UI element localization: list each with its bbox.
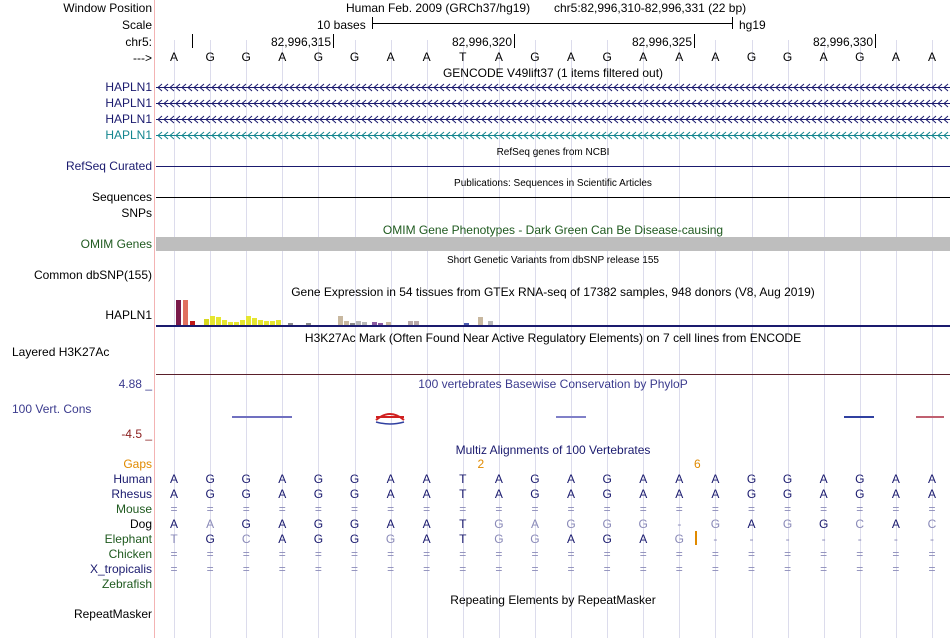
reference-base: A: [422, 50, 431, 64]
label-separator: [154, 0, 155, 638]
reference-base: G: [205, 50, 215, 64]
species-label-dog[interactable]: Dog: [129, 517, 152, 531]
gene-transcript-arrows[interactable]: [156, 132, 950, 139]
alignment-base-human: G: [349, 472, 360, 486]
alignment-base-elephant: G: [602, 532, 612, 546]
alignment-base-chicken: =: [856, 547, 864, 561]
phylop-max-value: 4.88 _: [118, 377, 152, 391]
reference-base: G: [241, 50, 251, 64]
alignment-base-chicken: =: [423, 547, 431, 561]
alignment-base-mouse: =: [350, 502, 359, 516]
alignment-base-rhesus: A: [639, 487, 648, 501]
coordinate-label: 82,996,315: [270, 35, 331, 49]
alignment-base-dog: G: [241, 517, 251, 531]
alignment-base-elephant: -: [785, 532, 790, 546]
alignment-base-human: A: [639, 472, 648, 486]
alignment-base-rhesus: A: [711, 487, 720, 501]
reference-base: A: [639, 50, 648, 64]
alignment-base-dog: G: [602, 517, 612, 531]
alignment-base-human: A: [819, 472, 828, 486]
gtex-tissue-bar[interactable]: [478, 317, 483, 325]
alignment-base-mouse: =: [675, 502, 683, 516]
reference-base: A: [819, 50, 828, 64]
alignment-base-human: A: [675, 472, 684, 486]
alignment-base-dog: G: [349, 517, 360, 531]
alignment-base-elephant: -: [857, 532, 862, 546]
alignment-base-rhesus: A: [422, 487, 431, 501]
alignment-base-mouse: =: [856, 502, 864, 516]
alignment-base-chicken: =: [892, 547, 900, 561]
track-label-hapln1-4[interactable]: HAPLN1: [105, 128, 152, 142]
coordinate-tick: [333, 34, 334, 48]
alignment-base-xtrop: =: [856, 562, 864, 576]
scale-bar-right-tick: [732, 17, 733, 29]
track-label-dbsnp[interactable]: Common dbSNP(155): [33, 268, 152, 282]
alignment-base-xtrop: =: [170, 562, 178, 576]
reference-base: A: [494, 50, 503, 64]
alignment-base-dog: A: [206, 517, 215, 531]
alignment-base-dog: A: [170, 517, 179, 531]
reference-base: A: [170, 50, 179, 64]
alignment-base-mouse: =: [747, 502, 756, 516]
alignment-base-human: A: [711, 472, 720, 486]
track-data-pane: [156, 0, 950, 638]
reference-base: A: [567, 50, 576, 64]
track-label-hapln1-3[interactable]: HAPLN1: [105, 112, 152, 126]
coordinate-tick: [192, 34, 193, 48]
gtex-tissue-bar[interactable]: [183, 300, 188, 325]
label-chr: chr5:: [125, 35, 152, 49]
coordinate-label: 82,996,330: [812, 35, 873, 49]
alignment-base-mouse: =: [711, 502, 719, 516]
coordinate-label: 82,996,325: [631, 35, 692, 49]
alignment-base-xtrop: =: [350, 562, 359, 576]
gtex-tissue-bar[interactable]: [176, 300, 181, 325]
coordinate-tick: [875, 34, 876, 48]
alignment-base-chicken: =: [711, 547, 719, 561]
track-label-omim[interactable]: OMIM Genes: [80, 237, 152, 251]
alignment-base-dog: G: [782, 517, 793, 531]
label-scale: Scale: [121, 18, 152, 32]
alignment-base-mouse: =: [495, 502, 503, 516]
species-label-xtropicalis[interactable]: X_tropicalis: [89, 562, 152, 576]
alignment-base-mouse: =: [170, 502, 178, 516]
alignment-base-mouse: =: [387, 502, 395, 516]
alignment-base-elephant: -: [929, 532, 934, 546]
gtex-tissue-bar[interactable]: [210, 316, 215, 325]
track-label-h3k27ac[interactable]: Layered H3K27Ac: [12, 345, 110, 359]
alignment-base-elephant: G: [385, 532, 396, 546]
alignment-base-dog: C: [855, 517, 865, 531]
track-label-repeatmasker[interactable]: RepeatMasker: [73, 607, 152, 621]
alignment-base-chicken: =: [567, 547, 575, 561]
alignment-base-xtrop: =: [747, 562, 756, 576]
alignment-base-rhesus: A: [891, 487, 900, 501]
alignment-base-xtrop: =: [423, 562, 431, 576]
phylop-track-title: 100 vertebrates Basewise Conservation by PhyloP: [418, 377, 688, 391]
alignment-base-dog: T: [459, 517, 467, 531]
alignment-base-mouse: =: [892, 502, 900, 516]
alignment-base-elephant: -: [749, 532, 754, 546]
alignment-base-human: A: [386, 472, 395, 486]
h3k27ac-baseline: [156, 374, 950, 375]
alignment-base-human: G: [782, 472, 793, 486]
alignment-base-mouse: =: [278, 502, 286, 516]
alignment-base-mouse: =: [603, 502, 611, 516]
alignment-base-rhesus: G: [313, 487, 324, 501]
gencode-track-title: GENCODE V49lift37 (1 items filtered out): [442, 66, 664, 80]
alignment-base-elephant: G: [674, 532, 684, 546]
gene-transcript-arrows[interactable]: [156, 100, 950, 107]
alignment-base-human: A: [170, 472, 179, 486]
alignment-base-chicken: =: [675, 547, 683, 561]
reference-base: G: [602, 50, 612, 64]
refseq-gene-line[interactable]: [156, 166, 950, 167]
alignment-base-rhesus: A: [819, 487, 828, 501]
alignment-base-dog: A: [530, 517, 539, 531]
track-label-sequences[interactable]: Sequences: [91, 190, 152, 204]
alignment-base-dog: G: [638, 517, 648, 531]
alignment-base-human: A: [891, 472, 900, 486]
alignment-base-mouse: =: [567, 502, 575, 516]
coordinate-tick: [514, 34, 515, 48]
alignment-base-chicken: =: [170, 547, 178, 561]
alignment-base-human: G: [602, 472, 612, 486]
alignment-base-human: A: [422, 472, 431, 486]
track-label-refseq[interactable]: RefSeq Curated: [65, 159, 152, 173]
alignment-base-xtrop: =: [711, 562, 719, 576]
gtex-expression-bars[interactable]: [156, 298, 950, 328]
alignment-base-xtrop: =: [567, 562, 575, 576]
alignment-base-elephant: -: [893, 532, 898, 546]
alignment-base-elephant: C: [241, 532, 251, 546]
alignment-base-chicken: =: [747, 547, 756, 561]
species-label-chicken[interactable]: Chicken: [108, 547, 152, 561]
alignment-base-elephant: G: [530, 532, 540, 546]
alignment-base-rhesus: G: [782, 487, 793, 501]
alignment-base-mouse: =: [639, 502, 647, 516]
track-label-snps[interactable]: SNPs: [121, 206, 152, 220]
alignment-base-rhesus: T: [459, 487, 467, 501]
gencode-gene-arrows[interactable]: [156, 80, 950, 150]
alignment-base-human: A: [494, 472, 503, 486]
alignment-base-xtrop: =: [459, 562, 467, 576]
alignment-base-dog: A: [891, 517, 900, 531]
alignment-base-rhesus: A: [170, 487, 179, 501]
alignment-base-elephant: A: [567, 532, 576, 546]
alignment-base-chicken: =: [242, 547, 250, 561]
alignment-base-human: G: [313, 472, 324, 486]
alignment-base-xtrop: =: [928, 562, 936, 576]
alignment-base-dog: A: [747, 517, 756, 531]
label-window-position: Window Position: [63, 1, 152, 15]
alignment-base-dog: G: [566, 517, 576, 531]
alignment-base-xtrop: =: [278, 562, 286, 576]
species-label-zebrafish[interactable]: Zebrafish: [101, 577, 152, 591]
alignment-base-dog: A: [386, 517, 395, 531]
alignment-base-elephant: A: [278, 532, 287, 546]
alignment-base-rhesus: A: [386, 487, 395, 501]
scale-bar: [372, 23, 732, 24]
label-strand: --->: [133, 51, 152, 65]
gap-count: 6: [694, 457, 701, 471]
alignment-base-mouse: =: [314, 502, 322, 516]
alignment-base-xtrop: =: [495, 562, 503, 576]
alignment-base-chicken: =: [314, 547, 322, 561]
alignment-base-dog: A: [278, 517, 287, 531]
reference-base: A: [927, 50, 936, 64]
reference-base: A: [891, 50, 900, 64]
alignment-base-chicken: =: [387, 547, 395, 561]
alignment-base-chicken: =: [459, 547, 467, 561]
gtex-track-title: Gene Expression in 54 tissues from GTEx RNA-seq of 17382 samples, 948 donors (V8, Aug 2019): [291, 285, 815, 299]
reference-base: G: [530, 50, 540, 64]
alignment-base-elephant: A: [422, 532, 431, 546]
reference-base: G: [746, 50, 757, 64]
alignment-base-chicken: =: [639, 547, 647, 561]
alignment-base-elephant: G: [494, 532, 504, 546]
track-label-hapln1-2[interactable]: HAPLN1: [105, 96, 152, 110]
multiz-track-title: Multiz Alignments of 100 Vertebrates: [455, 443, 651, 457]
gtex-tissue-bar[interactable]: [252, 318, 257, 325]
reference-base: G: [313, 50, 324, 64]
reference-base: A: [675, 50, 684, 64]
alignment-base-mouse: =: [206, 502, 214, 516]
phylop-min-value: -4.5 _: [121, 427, 152, 441]
db-label: hg19: [739, 18, 766, 32]
gap-count: 2: [477, 457, 485, 471]
dbsnp-track-title: Short Genetic Variants from dbSNP release 155: [447, 255, 659, 266]
track-labels-pane: [0, 0, 154, 638]
alignment-base-rhesus: A: [675, 487, 684, 501]
reference-base: G: [349, 50, 360, 64]
alignment-base-dog: G: [819, 517, 829, 531]
alignment-base-rhesus: A: [278, 487, 287, 501]
reference-base: T: [459, 50, 467, 64]
alignment-base-xtrop: =: [892, 562, 900, 576]
reference-base: A: [386, 50, 395, 64]
alignment-base-xtrop: =: [784, 562, 792, 576]
alignment-base-human: G: [746, 472, 757, 486]
alignment-base-xtrop: =: [820, 562, 828, 576]
alignment-base-xtrop: =: [387, 562, 395, 576]
track-label-gaps[interactable]: Gaps: [123, 457, 152, 471]
alignment-base-human: T: [459, 472, 467, 486]
track-label-gtex[interactable]: HAPLN1: [105, 308, 152, 322]
gene-transcript-arrows[interactable]: [156, 116, 950, 123]
alignment-base-elephant: G: [349, 532, 360, 546]
repeatmasker-track-title: Repeating Elements by RepeatMasker: [450, 593, 656, 607]
assembly-title: Human Feb. 2009 (GRCh37/hg19): [346, 1, 531, 15]
alignment-base-xtrop: =: [675, 562, 683, 576]
alignment-base-elephant: T: [459, 532, 467, 546]
gtex-gene-line: [156, 325, 950, 327]
alignment-base-chicken: =: [495, 547, 503, 561]
gene-transcript-arrows[interactable]: [156, 84, 950, 91]
alignment-base-human: A: [278, 472, 287, 486]
alignment-base-rhesus: G: [205, 487, 215, 501]
alignment-base-dog: C: [927, 517, 937, 531]
alignment-base-human: A: [567, 472, 576, 486]
alignment-base-rhesus: A: [494, 487, 503, 501]
alignment-base-human: A: [927, 472, 936, 486]
alignment-base-chicken: =: [820, 547, 828, 561]
alignment-base-chicken: =: [603, 547, 611, 561]
gtex-tissue-bar[interactable]: [216, 317, 221, 325]
reference-base: G: [782, 50, 793, 64]
scale-text: 10 bases: [317, 18, 366, 32]
alignment-base-rhesus: G: [602, 487, 612, 501]
reference-base: A: [278, 50, 287, 64]
alignment-base-human: G: [241, 472, 251, 486]
alignment-base-elephant: A: [639, 532, 648, 546]
species-label-mouse[interactable]: Mouse: [115, 502, 152, 516]
refseq-track-title: RefSeq genes from NCBI: [496, 147, 610, 158]
alignment-base-mouse: =: [423, 502, 431, 516]
phylop-signal[interactable]: [156, 410, 950, 430]
alignment-base-human: G: [855, 472, 865, 486]
alignment-base-xtrop: =: [242, 562, 250, 576]
elephant-insertion-marker: [695, 531, 697, 545]
alignment-base-dog: -: [677, 517, 682, 531]
alignment-base-dog: G: [494, 517, 504, 531]
alignment-base-mouse: =: [928, 502, 936, 516]
species-label-human[interactable]: Human: [113, 472, 152, 486]
alignment-base-chicken: =: [350, 547, 359, 561]
species-label-elephant[interactable]: Elephant: [104, 532, 152, 546]
alignment-base-chicken: =: [531, 547, 539, 561]
alignment-base-elephant: -: [821, 532, 826, 546]
alignment-base-chicken: =: [206, 547, 214, 561]
alignment-base-rhesus: G: [530, 487, 540, 501]
alignment-base-elephant: G: [313, 532, 324, 546]
publications-line[interactable]: [156, 197, 950, 198]
phylop-peak[interactable]: [376, 414, 404, 424]
reference-base: A: [711, 50, 720, 64]
alignment-base-rhesus: G: [855, 487, 865, 501]
species-label-rhesus[interactable]: Rhesus: [111, 487, 152, 501]
position-readout: chr5:82,996,310-82,996,331 (22 bp): [554, 1, 747, 15]
alignment-base-xtrop: =: [639, 562, 647, 576]
alignment-base-rhesus: A: [927, 487, 936, 501]
alignment-base-rhesus: G: [241, 487, 251, 501]
omim-gene-bar[interactable]: [156, 237, 950, 251]
alignment-base-dog: A: [422, 517, 431, 531]
omim-track-title: OMIM Gene Phenotypes - Dark Green Can Be Disease-causing: [382, 223, 724, 237]
alignment-base-dog: G: [313, 517, 324, 531]
publications-track-title: Publications: Sequences in Scientific Articles: [454, 178, 652, 189]
coordinate-label: 82,996,320: [451, 35, 512, 49]
gtex-tissue-bar[interactable]: [246, 316, 251, 325]
h3k27ac-track-title: H3K27Ac Mark (Often Found Near Active Regulatory Elements) on 7 cell lines from ENCODE: [304, 331, 802, 345]
alignment-base-mouse: =: [459, 502, 467, 516]
alignment-base-xtrop: =: [314, 562, 322, 576]
alignment-base-xtrop: =: [206, 562, 214, 576]
alignment-base-human: G: [530, 472, 540, 486]
alignment-base-rhesus: G: [746, 487, 757, 501]
alignment-base-chicken: =: [928, 547, 936, 561]
alignment-base-elephant: -: [713, 532, 718, 546]
alignment-base-xtrop: =: [603, 562, 611, 576]
alignment-base-elephant: T: [170, 532, 178, 546]
alignment-base-mouse: =: [242, 502, 250, 516]
coordinate-tick: [694, 34, 695, 48]
alignment-base-human: G: [205, 472, 215, 486]
track-label-hapln1-1[interactable]: HAPLN1: [105, 80, 152, 94]
alignment-base-chicken: =: [784, 547, 792, 561]
alignment-base-mouse: =: [784, 502, 792, 516]
alignment-base-dog: G: [710, 517, 721, 531]
alignment-base-mouse: =: [531, 502, 539, 516]
alignment-base-rhesus: G: [349, 487, 360, 501]
track-label-phylop[interactable]: 100 Vert. Cons: [12, 402, 92, 416]
alignment-base-rhesus: A: [567, 487, 576, 501]
reference-base: G: [855, 50, 865, 64]
alignment-base-chicken: =: [278, 547, 286, 561]
alignment-base-xtrop: =: [531, 562, 539, 576]
alignment-base-elephant: G: [205, 532, 215, 546]
alignment-base-mouse: =: [820, 502, 828, 516]
gtex-tissue-bar[interactable]: [338, 316, 343, 325]
